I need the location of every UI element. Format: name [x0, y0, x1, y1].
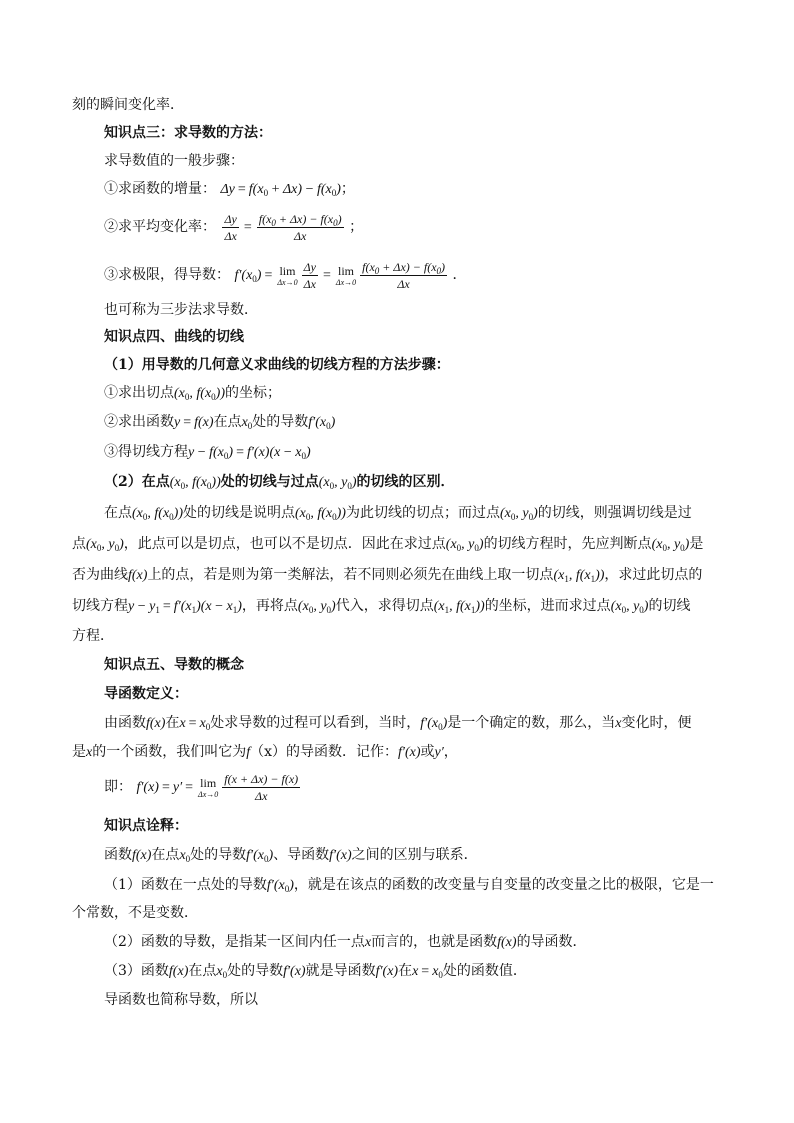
paragraph-line: 由函数f(x)在$x = x_0$处求导数的过程可以看到，当时，$f'(x_0)$是一个确定的数，那么，当x变化时，便	[104, 715, 692, 732]
paragraph-line: 函数f(x)在点$x_0$处的导数$f'(x_0)$、导函数f′(x)之间的区别与联系．	[104, 847, 478, 864]
paragraph-line: 是x的一个函数，我们叫它为f（x）的导函数．记作：f′(x)或y′，	[72, 744, 458, 760]
subsection-heading: （1）用导数的几何意义求曲线的切线方程的方法步骤：	[104, 357, 450, 373]
subsection-heading: 导函数定义：	[104, 686, 188, 702]
paragraph-line: 方程．	[72, 628, 114, 644]
formula: $\frac{\Delta y}{\Delta x}$ = $\frac{f(x_0 + \Delta x) - f(x_0)}{\Delta x}$	[224, 212, 342, 244]
definition-formula: 即： f′(x) = y′ = lim Δx→0 $\frac{f(x + \Delta x) - f(x)}{\Delta x}$	[104, 772, 299, 804]
text-line: 刻的瞬间变化率．	[72, 97, 184, 113]
paragraph-line: 导函数也简称导数，所以	[104, 992, 258, 1008]
step-1: ①求函数的增量： $\Delta y = f(x_0 + \Delta x) - f(x_0)$；	[104, 181, 355, 198]
text-line: ③得切线方程$y - f(x_0) = f'(x)(x - x_0)$	[104, 444, 311, 461]
paragraph-line: 否为曲线f(x)上的点，若是则为第一类解法，若不同则必须先在曲线上取一切点($x_1$, $f(x_1)$)，求过此切点的	[72, 567, 703, 584]
paragraph-line: 点($x_0$, $y_0$)，此点可以是切点，也可以不是切点．因此在求过点($x_0$, $y_0$)的切线方程时，先应判断点($x_0$, $y_0$)是	[72, 536, 704, 553]
step-2: ②求平均变化率： $\frac{\Delta y}{\Delta x}$ = $\frac{f(x_0 + \Delta x) - f(x_0)}{\Delta x}$ ；	[104, 212, 364, 244]
text-line: ②求出函数y = f(x)在点$x_0$处的导数$f'(x_0)$	[104, 414, 336, 431]
step-3: ③求极限，得导数： $f'(x_0)$ = lim Δx→0 $\frac{\Delta y}{\Delta x}$ = lim Δx→0 $\frac{f(x_0 + \Delta x) - f(x_0)}{\Delta x}$ ．	[104, 260, 467, 292]
paragraph-line: （2）函数的导数，是指某一区间内任一点x而言的，也就是函数f(x)的导函数．	[104, 934, 587, 950]
text-line: ①求出切点($x_0$, $f(x_0)$)的坐标；	[104, 385, 281, 402]
subsection-heading: （2）在点($x_0$, $f(x_0)$)处的切线与过点($x_0$, $y_0$)的切线的区别．	[104, 474, 455, 491]
subsection-heading: 知识点诠释：	[104, 818, 188, 834]
paragraph-line: 在点($x_0$, $f(x_0)$)处的切线是说明点($x_0$, $f(x_0)$)为此切线的切点；而过点($x_0$, $y_0$)的切线，则强调切线是过	[104, 505, 692, 522]
formula: $\Delta y = f(x_0 + \Delta x) - f(x_0)$	[220, 182, 341, 198]
paragraph-line: 个常数，不是变数．	[72, 905, 198, 921]
paragraph-line: （3）函数f(x)在点$x_0$处的导数f′(x)就是导函数f′(x)在$x = x_0$处的函数值．	[104, 963, 527, 980]
paragraph-line: （1）函数在一点处的导数$f'(x_0)$，就是在该点的函数的改变量与自变量的改变量之比的极限，它是一	[104, 877, 714, 894]
section-heading: 知识点三：求导数的方法：	[104, 125, 272, 141]
text-line: 也可称为三步法求导数．	[104, 302, 258, 318]
section-heading: 知识点五、导数的概念	[104, 657, 244, 673]
section-heading: 知识点四、曲线的切线	[104, 329, 244, 345]
formula: $f'(x_0)$ = lim Δx→0 $\frac{\Delta y}{\Delta x}$ = lim Δx→0 $\frac{f(x_0 + \Delta x) - f(x_0)}{\Delta x}$	[234, 260, 446, 292]
text-line: 求导数值的一般步骤：	[104, 153, 244, 169]
paragraph-line: 切线方程$y - y_1 = f'(x_1)(x - x_1)$，再将点($x_0$, $y_0$)代入，求得切点($x_1$, $f(x_1)$)的坐标，进而求过点($x_0$, $y_0$)的切线	[72, 598, 691, 615]
